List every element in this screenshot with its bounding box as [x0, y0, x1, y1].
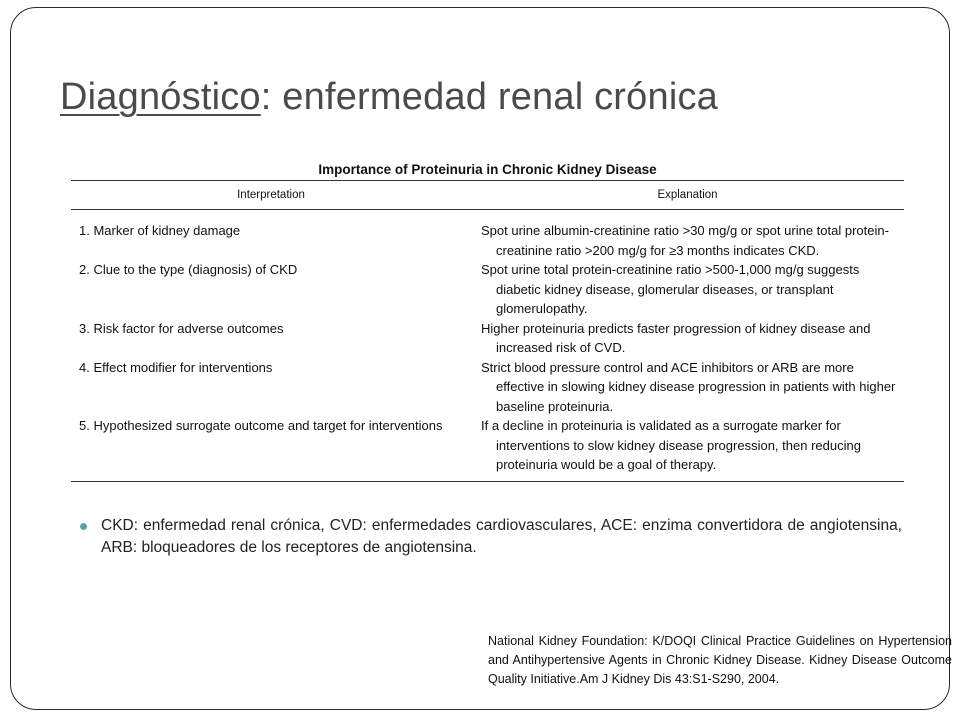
table-row [71, 210, 904, 261]
abbreviations-text: CKD: enfermedad renal crónica, CVD: enfermedades cardiovasculares, ACE: enzima convertidora de angiotensina, ARB: bloqueadores de los receptores de angiotensina. [101, 517, 902, 556]
proteinuria-table [71, 180, 904, 482]
row-explanation: If a decline in proteinuria is validated as a surrogate marker for interventions to slow kidney disease progression, then reducing proteinuria would be a goal of therapy. [481, 418, 861, 472]
row-interpretation: 2. Clue to the type (diagnosis) of CKD [79, 262, 298, 277]
table-caption: Importance of Proteinuria in Chronic Kidney Disease [318, 162, 657, 177]
table-header-row [71, 181, 904, 210]
bullet-icon [80, 515, 101, 559]
table-row [71, 416, 904, 481]
table-row [71, 319, 904, 358]
row-explanation: Higher proteinuria predicts faster progression of kidney disease and increased risk of CVD. [481, 320, 871, 355]
row-interpretation: 1. Marker of kidney damage [79, 223, 241, 238]
table-row [71, 358, 904, 417]
proteinuria-table-figure [71, 156, 904, 482]
table-row [71, 260, 904, 319]
citation: National Kidney Foundation: K/DOQI Clinical Practice Guidelines on Hypertension and Antihypertensive Agents in Chronic Kidney Disease. Kidney Disease Outcome Quality Initiative.Am J Kidney Dis 43:S1-S290, 2004. [488, 634, 952, 686]
row-explanation: Spot urine albumin-creatinine ratio >30 mg/g or spot urine total protein-creatinine ratio >200 mg/g for ≥3 months indicates CKD. [481, 223, 889, 258]
abbreviations-note [80, 515, 902, 559]
row-interpretation: 5. Hypothesized surrogate outcome and target for interventions [79, 418, 443, 433]
row-interpretation: 4. Effect modifier for interventions [79, 359, 273, 375]
row-explanation: Spot urine total protein-creatinine ratio >500-1,000 mg/g suggests diabetic kidney disease, glomerular diseases, or transplant glomerulopathy. [481, 262, 860, 316]
title-rest: : enfermedad renal crónica [260, 76, 718, 118]
row-interpretation: 3. Risk factor for adverse outcomes [79, 320, 284, 336]
row-explanation: Strict blood pressure control and ACE inhibitors or ARB are more effective in slowing kidney disease progression in patients with higher baseline proteinuria. [481, 359, 896, 414]
slide-title [60, 76, 718, 119]
title-underlined: Diagnóstico [60, 76, 261, 118]
header-explanation: Explanation [471, 181, 904, 210]
header-interpretation: Interpretation [71, 181, 471, 210]
